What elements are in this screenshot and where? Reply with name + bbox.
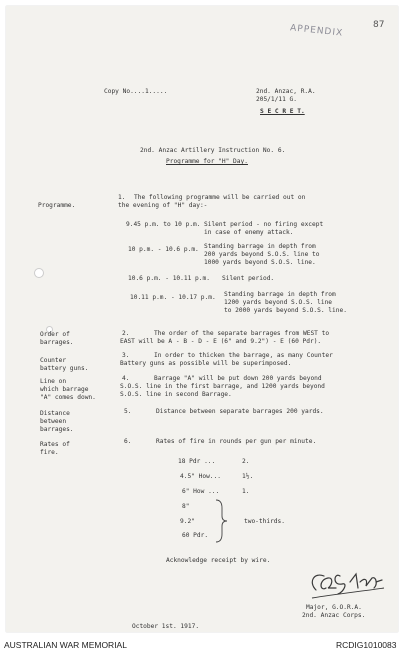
section-number: 1. (118, 194, 126, 201)
counter-text: In order to thicken the barrage, as many Counter (154, 352, 333, 359)
gun-type: 8" (182, 503, 190, 510)
fire-rate: 1½. (242, 473, 254, 480)
signatory-rank: Major, G.O.R.A. (306, 604, 362, 611)
punch-hole (34, 268, 44, 278)
signature-image (306, 568, 386, 604)
section-label-line: Line on (40, 378, 67, 385)
programme-desc: Standing barrage in depth from (224, 291, 336, 298)
rates-text: Rates of fire in rounds per gun per minute. (156, 438, 317, 445)
programme-time: 10 p.m. - 10.6 p.m. (128, 246, 199, 253)
section-label-order: Order of (40, 331, 70, 338)
signatory-unit: 2nd. Anzac Corps. (302, 612, 366, 619)
document-subtitle: Programme for "H" Day. (166, 158, 248, 165)
section-label-rates: fire. (40, 449, 59, 456)
section-number: 5. (124, 408, 132, 415)
appendix-stamp: APPENDIX (289, 23, 344, 39)
page-number: 87 (373, 20, 385, 30)
line-text: S.O.S. line in second Barrage. (120, 391, 232, 398)
secret-marking: S E C R E T. (260, 108, 305, 115)
section-number: 4. (122, 375, 130, 382)
section-label-distance: barrages. (40, 426, 74, 433)
line-text: Barrage "A" will be put down 200 yards beyond (154, 375, 322, 382)
document-date: October 1st. 1917. (132, 623, 200, 630)
fire-rate: 2. (242, 458, 250, 465)
section-label-line: "A" comes down. (40, 394, 96, 401)
programme-desc: 1200 yards beyond S.O.S. line (224, 299, 333, 306)
programme-time: 10.6 p.m. - 10.11 p.m. (128, 275, 210, 282)
section-number: 2. (122, 330, 130, 337)
programme-desc: 200 yards beyond S.O.S. line to (204, 251, 320, 258)
distance-text: Distance between separate barrages 200 yards. (156, 408, 324, 415)
section-label-order: barrages. (40, 339, 74, 346)
section-label-distance: between (40, 418, 67, 425)
section-label-programme: Programme. (38, 202, 76, 209)
programme-desc: Silent period - no firing except (204, 221, 324, 228)
unit-header: 2nd. Anzac, R.A. (256, 88, 316, 95)
document-title: 2nd. Anzac Artillery Instruction No. 6. (140, 147, 286, 154)
document-page (6, 6, 398, 632)
programme-intro: the evening of "H" day:- (118, 202, 208, 209)
counter-text: Battery guns as possible will be superimposed. (120, 360, 292, 367)
line-text: S.O.S. line in the first barrage, and 1200 yards beyond (120, 383, 325, 390)
programme-desc: to 2000 yards beyond S.O.S. line. (224, 307, 347, 314)
section-label-counter: battery guns. (40, 365, 89, 372)
bracket (212, 498, 228, 544)
programme-desc: 1000 yards beyond S.O.S. line. (204, 259, 316, 266)
section-label-distance: Distance (40, 410, 70, 417)
fire-rate: 1. (242, 488, 250, 495)
programme-time: 10.11 p.m. - 10.17 p.m. (130, 294, 216, 301)
section-label-counter: Counter (40, 357, 67, 364)
order-text: The order of the separate barrages from WEST to (154, 330, 330, 337)
gun-type: 18 Pdr ... (178, 458, 216, 465)
section-number: 3. (122, 352, 130, 359)
gun-type: 4.5" How... (180, 473, 221, 480)
gun-type: 9.2" (180, 518, 195, 525)
acknowledge-text: Acknowledge receipt by wire. (166, 557, 271, 564)
programme-time: 9.45 p.m. to 10 p.m. (126, 221, 201, 228)
copy-number: Copy No....1..... (104, 88, 168, 95)
programme-desc: in case of enemy attack. (204, 229, 294, 236)
programme-intro: The following programme will be carried out on (134, 194, 306, 201)
archive-credit: AUSTRALIAN WAR MEMORIAL (4, 640, 127, 650)
fire-rate: two-thirds. (244, 518, 285, 525)
programme-desc: Standing barrage in depth from (204, 243, 316, 250)
gun-type: 60 Pdr. (182, 532, 209, 539)
reference-number: 205/1/11 G. (256, 96, 297, 103)
order-text: EAST will be A - B - D - E (6" and 9.2") - E (60 Pdr). (120, 338, 322, 345)
section-number: 6. (124, 438, 132, 445)
archive-id: RCDIG1010083 (336, 640, 397, 650)
programme-desc: Silent period. (222, 275, 275, 282)
section-label-line: which barrage (40, 386, 89, 393)
gun-type: 6" How ... (182, 488, 220, 495)
section-label-rates: Rates of (40, 441, 70, 448)
